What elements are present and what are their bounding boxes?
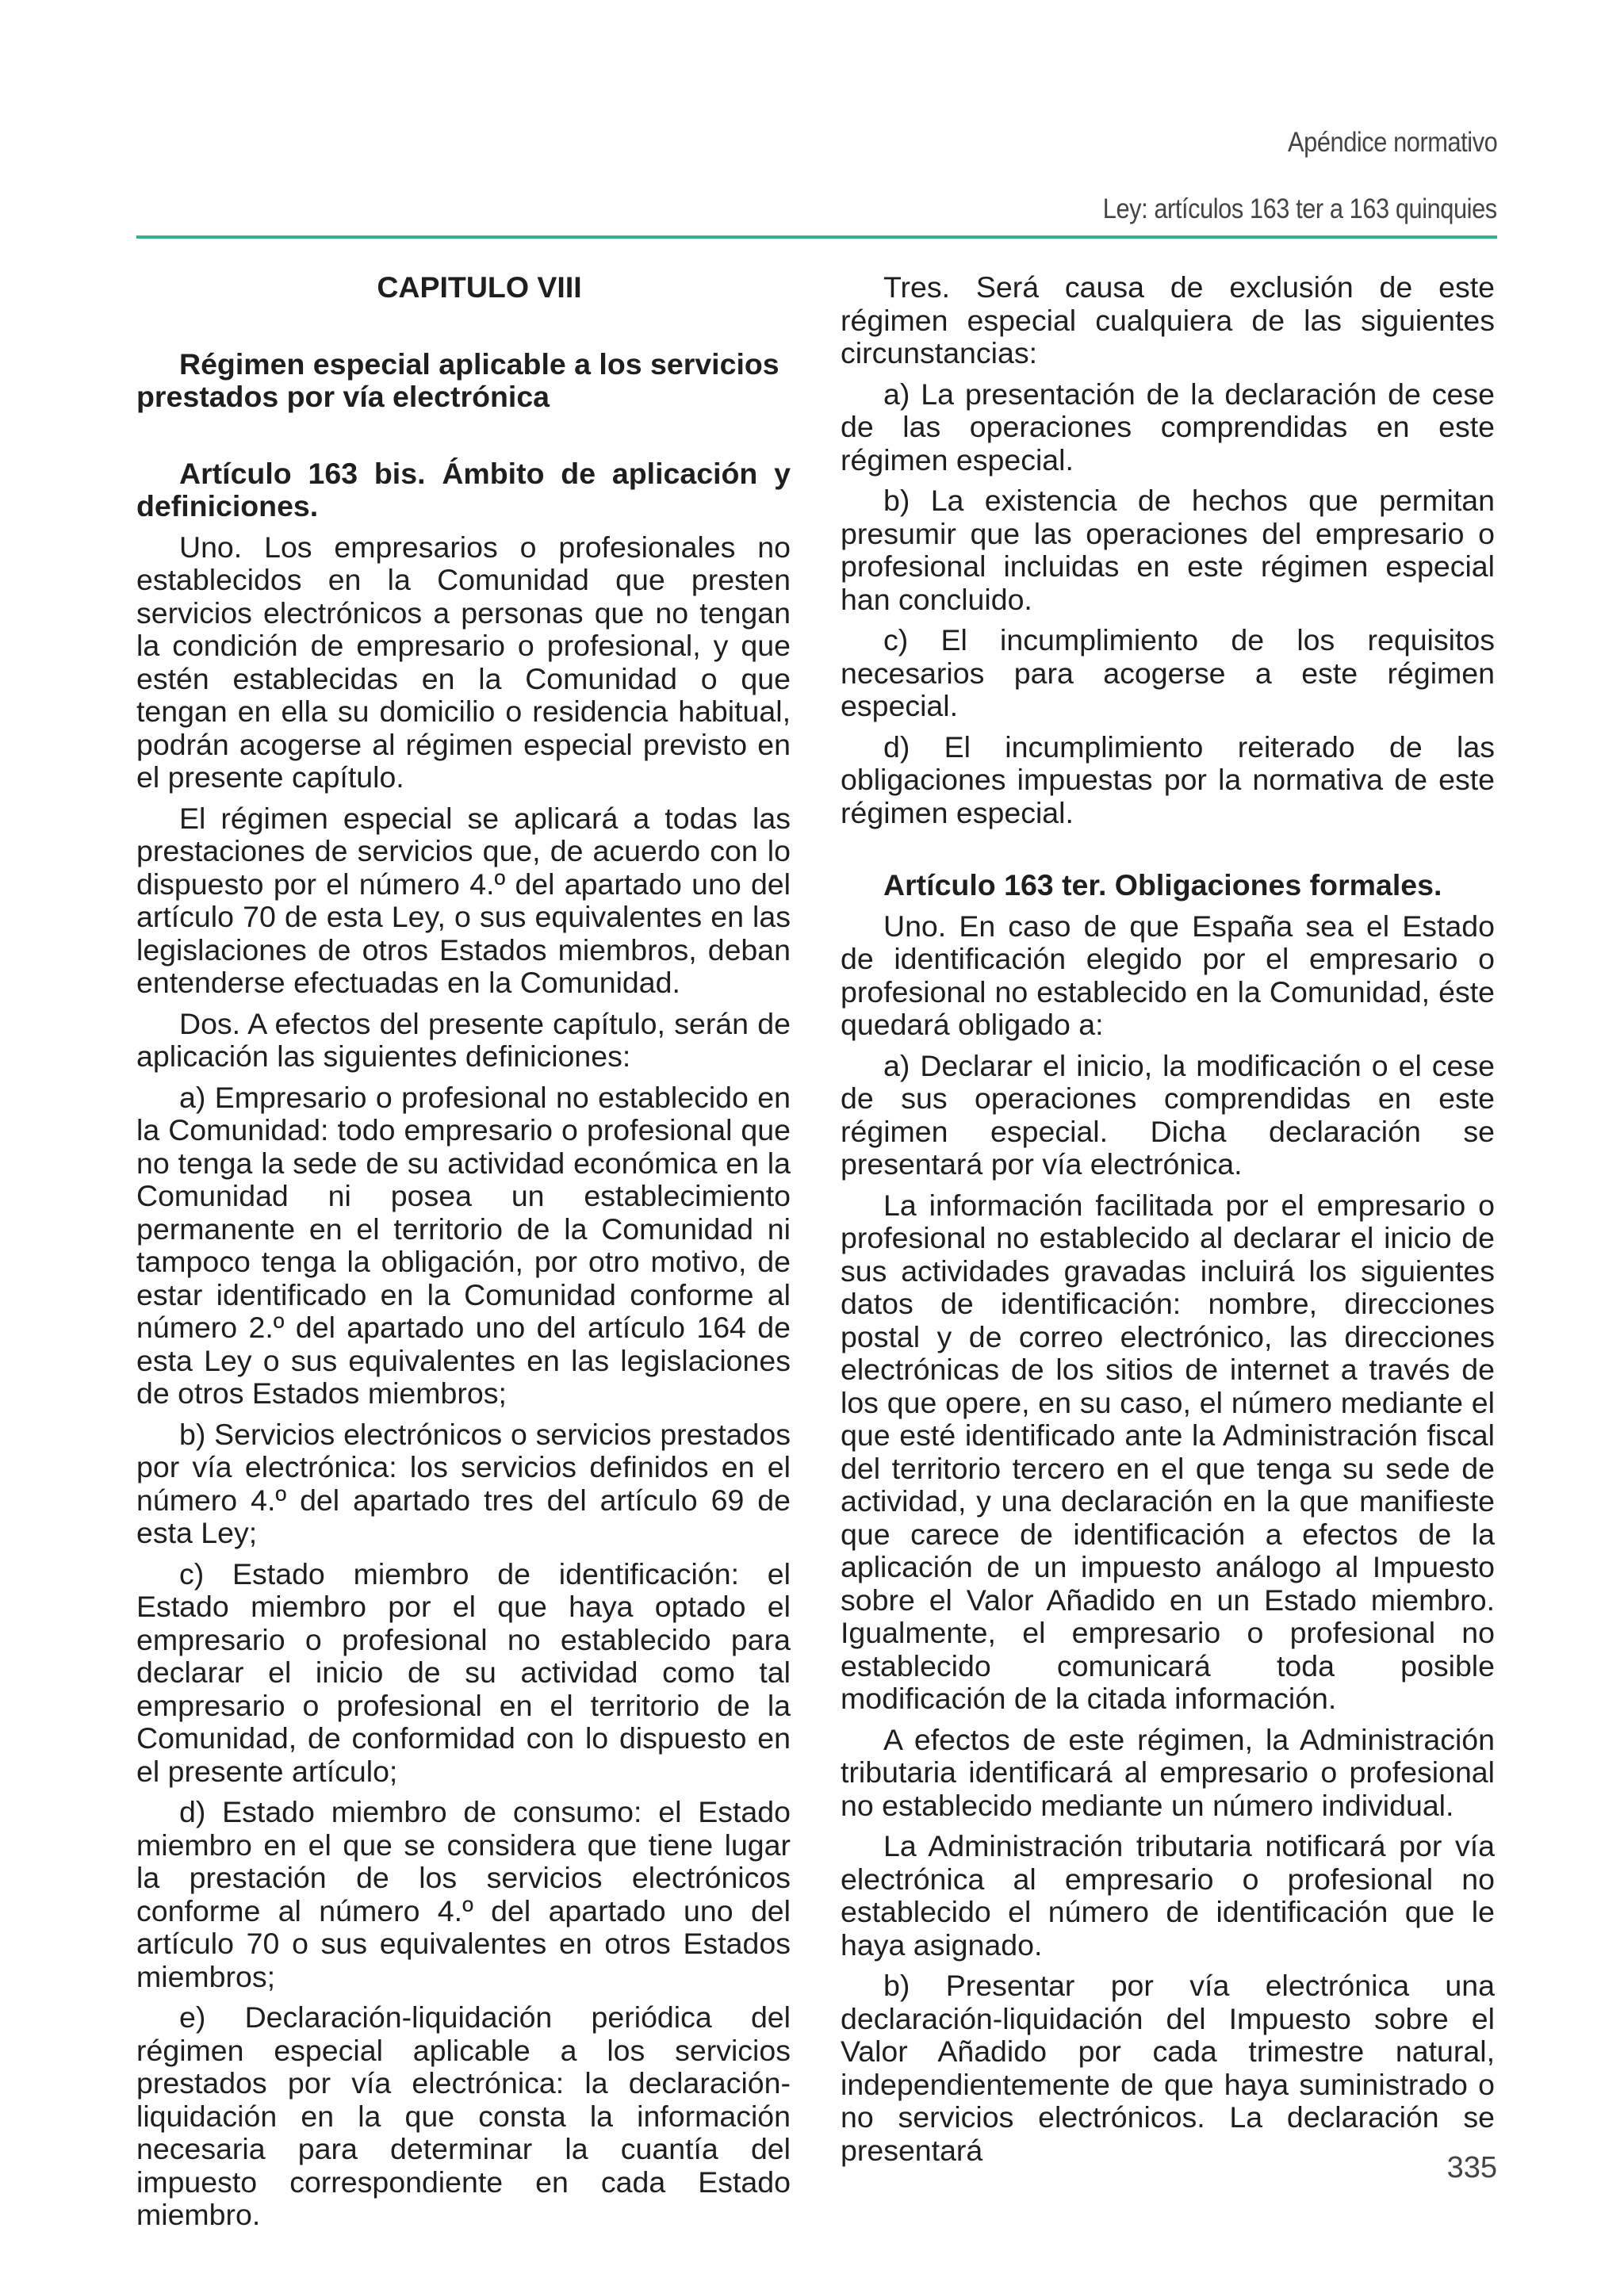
right-column: [841, 271, 1495, 2175]
paragraph: a) Declarar el inicio, la modificación o el cese de sus operaciones comprendidas en este régimen especial. Dicha declaración se presentará por vía electrónica.: [841, 1048, 1495, 1181]
paragraph: a) Empresario o profesional no establecido en la Comunidad: todo empresario o profesional que no tenga la sede de su actividad económica en la Comunidad ni posea un establecimiento permanente en el territorio de la Comunidad ni tampoco tenga la obligación, por otro motivo, de estar identificado en la Comunidad conforme al número 2.º del apartado uno del artículo 164 de esta Ley o sus equivalentes en las legislaciones de otros Estados miembros;: [136, 1080, 791, 1410]
article-heading: Artículo 163 ter. Obligaciones formales.: [883, 868, 1442, 902]
running-header-title: Apéndice normativo: [1287, 127, 1497, 158]
chapter-heading: CAPITULO VIII: [377, 270, 582, 304]
paragraph: El régimen especial se aplicará a todas las prestaciones de servicios que, de acuerdo con lo dispuesto por el número 4.º del apartado uno del artículo 70 de esta Ley, o sus equivalentes en las legislaciones de otros Estados miembros, deban entenderse efectuadas en la Comunidad.: [136, 801, 791, 999]
paragraph: c) Estado miembro de identificación: el Estado miembro por el que haya optado el empresario o profesional no establecido para declarar el inicio de su actividad como tal empresario o profesional en el territorio de la Comunidad, de conformidad con lo dispuesto en el presente artículo;: [136, 1556, 791, 1788]
paragraph: e) Declaración-liquidación periódica del régimen especial aplicable a los servicios prestados por vía electrónica: la declaración-liquidación en la que consta la información necesaria para determinar la cuantía del impuesto correspondiente en cada Estado miembro.: [136, 2000, 791, 2231]
paragraph: Uno. En caso de que España sea el Estado de identificación elegido por el empresario o profesional no establecido en la Comunidad, éste quedará obligado a:: [841, 909, 1495, 1041]
paragraph: A efectos de este régimen, la Administración tributaria identificará al empresario o profesional no establecido mediante un número individual.: [841, 1722, 1495, 1822]
paragraph: b) La existencia de hechos que permitan presumir que las operaciones del empresario o profesional incluidas en este régimen especial han concluido.: [841, 484, 1495, 616]
paragraph: c) El incumplimiento de los requisitos necesarios para acogerse a este régimen especial.: [841, 623, 1495, 722]
paragraph: b) Presentar por vía electrónica una declaración-liquidación del Impuesto sobre el Valor Añadido por cada trimestre natural, independientemente de que haya suministrado o no servicios electrónicos. La declaración se presentará: [841, 1969, 1495, 2167]
page-number: 335: [1446, 2151, 1497, 2184]
paragraph: Dos. A efectos del presente capítulo, serán de aplicación las siguientes definiciones:: [136, 1006, 791, 1073]
paragraph: La información facilitada por el empresario o profesional no establecido al declarar el inicio de sus actividades gravadas incluirá los siguientes datos de identificación: nombre, direcciones postal y de correo electrónico, las direcciones electrónicas de los sitios de internet a través de los que opere, en su caso, el número mediante el que esté identificado ante la Administración fiscal del territorio tercero en el que tenga su sede de actividad, y una declaración en la que manifieste que carece de identificación a efectos de la aplicación de un impuesto análogo al Impuesto sobre el Valor Añadido en un Estado miembro. Igualmente, el empresario o profesional no establecido comunicará toda posible modificación de la citada información.: [841, 1188, 1495, 1715]
article-heading: Artículo 163 bis. Ámbito de aplicación y definiciones.: [136, 456, 791, 523]
paragraph: Uno. Los empresarios o profesionales no establecidos en la Comunidad que presten servicios electrónicos a personas que no tengan la condición de empresario o profesional, y que estén establecidas en la Comunidad o que tengan en ella su domicilio o residencia habitual, podrán acogerse al régimen especial previsto en el presente capítulo.: [136, 530, 791, 794]
running-header-subtitle: Ley: artículos 163 ter a 163 quinquies: [1103, 193, 1497, 224]
paragraph: a) La presentación de la declaración de cese de las operaciones comprendidas en este régimen especial.: [841, 377, 1495, 477]
paragraph: d) El incumplimiento reiterado de las obligaciones impuestas por la normativa de este régimen especial.: [841, 729, 1495, 829]
paragraph: d) Estado miembro de consumo: el Estado miembro en el que se considera que tiene lugar la prestación de los servicios electrónicos conforme al número 4.º del apartado uno del artículo 70 o sus equivalentes en otros Estados miembros;: [136, 1795, 791, 1993]
paragraph: La Administración tributaria notificará por vía electrónica al empresario o profesional no establecido el número de identificación que le haya asignado.: [841, 1829, 1495, 1962]
header-divider: [136, 235, 1497, 239]
section-heading: Régimen especial aplicable a los servicios prestados por vía electrónica: [136, 346, 779, 413]
paragraph: b) Servicios electrónicos o servicios prestados por vía electrónica: los servicios definidos en el número 4.º del apartado tres del artículo 69 de esta Ley;: [136, 1417, 791, 1549]
paragraph: Tres. Será causa de exclusión de este régimen especial cualquiera de las siguientes circunstancias:: [841, 270, 1495, 369]
left-column: [136, 271, 791, 2240]
